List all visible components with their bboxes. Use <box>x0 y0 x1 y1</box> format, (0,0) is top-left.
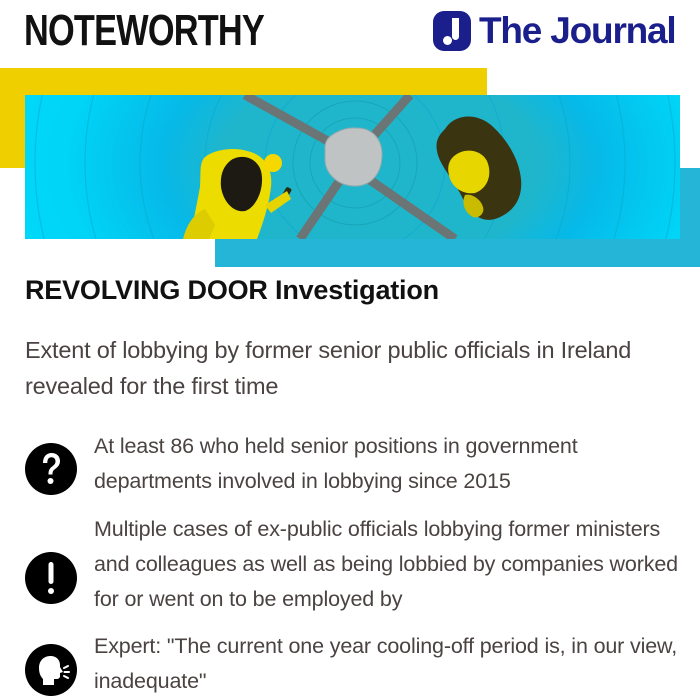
bullet-item-3 <box>25 629 678 699</box>
subheadline: Extent of lobbying by former senior public officials in Ireland revealed for the first time <box>25 337 632 399</box>
journal-wordmark: The Journal <box>479 10 676 51</box>
bullet-text-1: At least 86 who held senior positions in government departments involved in lobbying since 2015 <box>94 434 578 493</box>
question-mark-icon <box>25 443 77 495</box>
bullet-text-2: Multiple cases of ex-public officials lobbying former ministers and colleagues as well as being lobbied by companies worked for or went on to be employed by <box>94 517 678 611</box>
journal-badge-icon <box>433 11 471 51</box>
hero-image-revolving-door <box>25 95 680 239</box>
bullet-text-3: Expert: "The current one year cooling-off period is, in our view, inadequate" <box>94 634 678 693</box>
exclamation-icon <box>25 552 77 604</box>
speaking-head-icon <box>25 644 77 696</box>
noteworthy-logo: NOTEWORTHY <box>24 6 265 55</box>
headline: REVOLVING DOOR Investigation <box>25 275 439 305</box>
bullet-item-1 <box>25 429 578 499</box>
the-journal-logo[interactable] <box>433 10 676 52</box>
bullet-item-2 <box>25 512 678 617</box>
